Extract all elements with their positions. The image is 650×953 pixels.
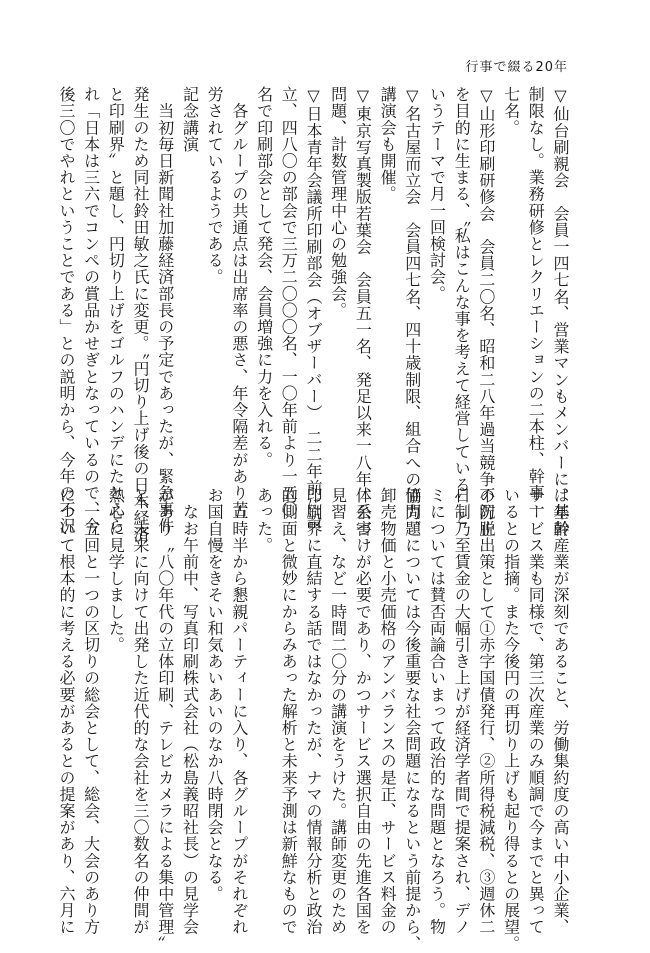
text-line: いうテーマで月一回検討会。 <box>427 86 447 302</box>
lower-text-block <box>56 487 572 952</box>
text-line: があり〝八〇年代の立体印刷、テレビカメラによる集中管理〟 <box>155 487 175 952</box>
text-line: ▽名古屋而立会 会員四七名、四十歳制限、組合への協力、 <box>402 86 422 538</box>
text-line: 制限なし。業務研修とレクリエーションの二本柱、幹事一 <box>526 86 546 518</box>
text-line: ▽東京写真製版若葉会 会員五一名、発足以来一八年、公害 <box>353 86 373 538</box>
text-line: 価問題については今後重要な社会問題になるという前提から、 <box>402 487 422 952</box>
text-line: 問題、計数管理中心の勉強会。 <box>328 86 348 319</box>
text-line: ▽仙台刷親会 会員一四七名、営業マンもメンバーに、年齢 <box>551 86 570 538</box>
text-line: サービス業も同様で、第三次産業のみ順調で今までと異って <box>526 487 546 936</box>
text-line: 立、四八〇の部会で三万二〇〇〇名、一〇年前より一五〇 <box>279 86 299 518</box>
text-line: 見習え、など一時間二〇分の講演をうけた。講師変更のため <box>328 487 348 936</box>
text-line: と印刷界〟と題し、円切り上げをゴルフのハンデにたとえら <box>106 86 126 535</box>
text-line: 名で印刷部会として発会、会員増強に力を入れる。 <box>254 86 274 468</box>
text-line: なお午前中、写真印刷株式会社（松島義昭社長）の見学会 <box>180 487 200 936</box>
text-line: ▽山形印刷研修会 会員二〇名、昭和二八年過当競争の防止 <box>476 86 496 538</box>
text-line: を目的に生まる、〝私はこんな事を考えて経営している〟と <box>452 86 472 527</box>
text-line: お国自慢をきそい和気あいあいのなか八時閉会となる。 <box>205 487 225 902</box>
text-line: 後三〇でやれということである」との説明から、今年の不況 <box>56 86 76 535</box>
text-line: 熱心に見学しました。 <box>106 487 126 653</box>
text-line: 労されているようである。 <box>205 86 225 286</box>
text-line: 的側面と微妙にからみあった解析と未来予測は新鮮なもので <box>279 487 299 936</box>
text-line: いるとの指摘。また今後円の再切り上げも起り得るとの展望。 <box>501 487 521 952</box>
text-line: について根本的に考える必要があるとの提案があり、六月に <box>56 487 76 936</box>
text-line: 日制乃至賃金の大幅引き上げが経済学者間で提案され、デノ <box>452 487 472 936</box>
text-line: あった。 <box>254 487 274 554</box>
running-head: 行事で綴る20年 <box>465 60 568 75</box>
text-line: 七名。 <box>501 86 521 136</box>
text-line: 印刷界に直結する話ではなかったが、ナマの情報分析と政治 <box>303 487 323 936</box>
text-line: 卸売物価と小売価格のアンバランスの是正、サービス料金の <box>378 487 398 936</box>
text-line: 不況脱出策として①赤字国債発行、②所得税減税、③週休二 <box>476 487 496 936</box>
text-line: 講演会も開催。 <box>378 86 398 203</box>
text-line: 各グループの共通点は出席率の悪さ、年令隔差があり苦 <box>229 86 249 518</box>
upper-text-block <box>56 86 572 543</box>
text-line: 五時半から懇親パーティーに入り、各グループがそれぞれ <box>229 487 249 936</box>
text-line: ▽日本青年会議所印刷部会（オブザーバー） 二二年前に設 <box>303 86 323 530</box>
text-line: ミについては賛否両論合いまって政治的な問題となろう。物 <box>427 487 447 936</box>
text-line: 記念講演 <box>180 86 200 153</box>
text-line: 体系づけが必要であり、かつサービス選択自由の先進各国を <box>353 487 373 936</box>
text-line: と、未来に向けて出発した近代的な会社を三〇数名の仲間が <box>131 487 151 936</box>
text-line: 当初毎日新聞社加藤経済部長の予定であったが、緊急事件 <box>155 86 175 535</box>
text-line: 発生のため同社鈴田敏之氏に変更。〝円切り上げ後の日本経済 <box>131 86 151 543</box>
text-line: れ「日本は三六でコンペの賞品かせぎとなっているので、今 <box>81 86 101 535</box>
text-line: 一五回と一つの区切りの総会として、総会、大会のあり方 <box>81 487 101 936</box>
text-line: は基幹産業が深刻であること、労働集約度の高い中小企業、 <box>551 487 570 936</box>
